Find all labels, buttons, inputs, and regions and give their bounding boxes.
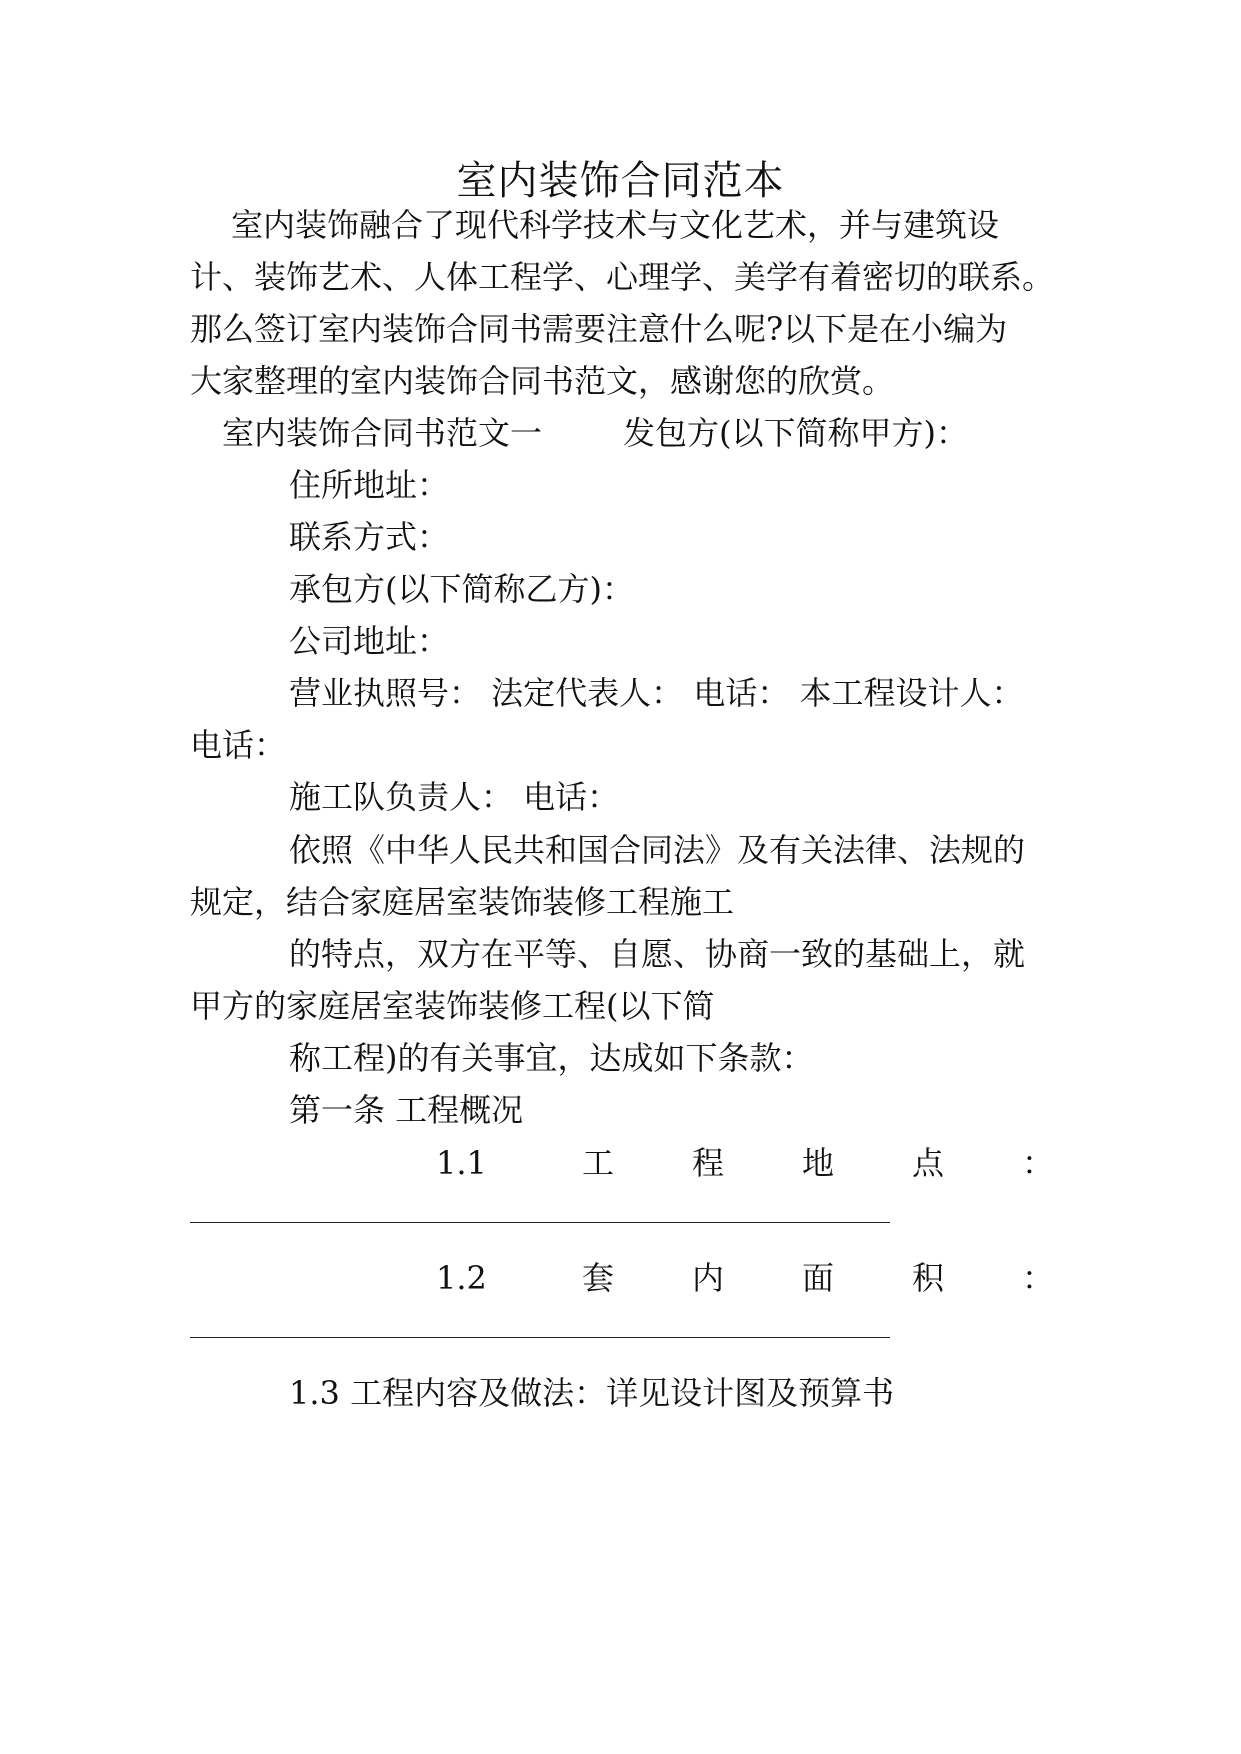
item-1-2-char-4: 积 — [912, 1259, 945, 1297]
preamble-line-2: 规定，结合家庭居室装饰装修工程施工 — [190, 883, 735, 921]
section-heading: 室内装饰合同书范文一 — [222, 414, 543, 452]
intro-line-1: 室内装饰融合了现代科学技术与文化艺术，并与建筑设 — [231, 206, 1000, 244]
phone-label: 电话： — [190, 726, 287, 764]
intro-line-4: 大家整理的室内装饰合同书范文，感谢您的欣赏。 — [190, 362, 895, 400]
address-label: 住所地址： — [289, 466, 450, 504]
item-1-1-number: 1.1 — [436, 1144, 487, 1182]
license-line: 营业执照号： 法定代表人： 电话： 本工程设计人： — [289, 674, 1024, 712]
preamble-line-5: 称工程)的有关事宜，达成如下条款： — [289, 1039, 814, 1077]
item-1-3-line: 1.3 工程内容及做法：详见设计图及预算书 — [289, 1374, 895, 1412]
preamble-line-1: 依照《中华人民共和国合同法》及有关法律、法规的 — [289, 831, 1026, 869]
item-1-1-colon: ： — [1022, 1144, 1055, 1182]
item-1-1-char-2: 程 — [692, 1144, 725, 1182]
item-1-1-char-1: 工 — [582, 1144, 615, 1182]
article-1-heading: 第一条 工程概况 — [289, 1091, 524, 1129]
item-1-1-char-4: 点 — [912, 1144, 945, 1182]
company-address-label: 公司地址： — [289, 622, 450, 660]
item-1-2-number: 1.2 — [436, 1259, 487, 1297]
item-1-2-colon: ： — [1022, 1259, 1055, 1297]
party-b-label: 承包方(以下简称乙方)： — [289, 570, 634, 608]
contact-label: 联系方式： — [289, 518, 450, 556]
item-1-2-char-2: 内 — [692, 1259, 725, 1297]
party-a-label: 发包方(以下简称甲方)： — [623, 414, 968, 452]
preamble-line-3: 的特点，双方在平等、自愿、协商一致的基础上，就 — [289, 935, 1026, 973]
item-1-1-char-3: 地 — [802, 1144, 835, 1182]
item-1-2-char-1: 套 — [582, 1259, 615, 1297]
item-1-2-blank-rule — [190, 1337, 890, 1338]
intro-line-3: 那么签订室内装饰合同书需要注意什么呢?以下是在小编为 — [190, 310, 1008, 348]
item-1-2-char-3: 面 — [802, 1259, 835, 1297]
team-leader-line: 施工队负责人： 电话： — [289, 778, 620, 816]
preamble-line-4: 甲方的家庭居室装饰装修工程(以下简 — [190, 987, 715, 1025]
document-title: 室内装饰合同范本 — [456, 158, 785, 204]
item-1-1-blank-rule — [190, 1222, 890, 1223]
intro-line-2: 计、装饰艺术、人体工程学、心理学、美学有着密切的联系。 — [190, 258, 1055, 296]
